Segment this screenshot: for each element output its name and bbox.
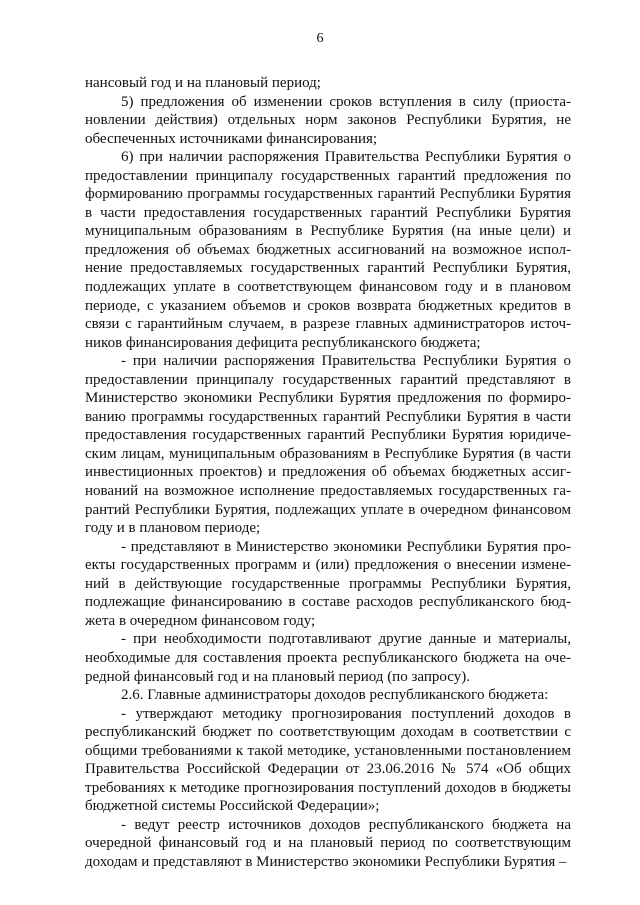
paragraph-state-programs: - представляют в Министерство экономики Республики Бурятия проекты государственных программ и (или) предложения о внесении изменений в действующие государственные программы Республики Бурятия, подлежащие финансированию в составе расходов республиканского бюджета в очередном финансовом году; (85, 538, 571, 629)
paragraph-revenue-methodology: - утверждают методику прогнозирования поступлений доходов в республиканский бюджет по соответствующим доходам в соответствии с общими требованиями к такой методике, установленными постановлением Правительства Российской Федерации от 23.06.2016 № 574 «Об общих требованиях к методике прогнозирования поступлений доходов в бюджеты бюджетной системы Российской Федерации»; (85, 705, 571, 815)
paragraph-other-materials: - при необходимости подготавливают другие данные и материалы, необходимые для составления проекта республиканского бюджета на очередной финансовый год и на плановый период (по запросу). (85, 631, 571, 685)
paragraph-item-5: 5) предложения об изменении сроков вступления в силу (приостановлении действия) отдельных норм законов Республики Бурятия, не обеспеченных источниками финансирования; (85, 93, 571, 147)
paragraph-guarantees-proposals: - при наличии распоряжения Правительства Республики Бурятия о предоставлении принципалу государственных гарантий представляют в Министерство экономики Республики Бурятия предложения по формированию программы государственных гарантий Республики Бурятия в части предоставления государственных гарантий Республики Бурятия юридическим лицам, муниципальным образованиям в Республике Бурятия (в части инвестиционных проектов) и предложения об объемах бюджетных ассигнований на возможное исполнение предоставляемых государственных гарантий Республики Бурятия, подлежащих уплате в очередном финансовом году и в плановом периоде; (85, 353, 571, 537)
document-body (85, 74, 571, 872)
paragraph-item-6: 6) при наличии распоряжения Правительства Республики Бурятия о предоставлении принципалу государственных гарантий предложения по формированию программы государственных гарантий Республики Бурятия в части предоставления государственных гарантий Республики Бурятия муниципальным образованиям в Республике Бурятия (на иные цели) и предложения об объемах бюджетных ассигнований на возможное исполнение предоставляемых государственных гарантий Республики Бурятия, подлежащих уплате в соответствующем финансовом году и в плановом периоде, с указанием объемов и сроков возврата бюджетных кредитов в связи с гарантийным случаем, в разрезе главных администраторов источников финансирования дефицита республиканского бюджета; (85, 149, 571, 351)
page-number: 6 (316, 31, 324, 46)
paragraph-section-2-6: 2.6. Главные администраторы доходов республиканского бюджета: (121, 687, 549, 704)
paragraph-continuation: нансовый год и на плановый период; (85, 75, 321, 91)
paragraph-revenue-registry: - ведут реестр источников доходов республиканского бюджета на очередной финансовый год и на плановый период по соответствующим доходам и представляют в Министерство экономики Республики Бурятия – (85, 816, 571, 870)
